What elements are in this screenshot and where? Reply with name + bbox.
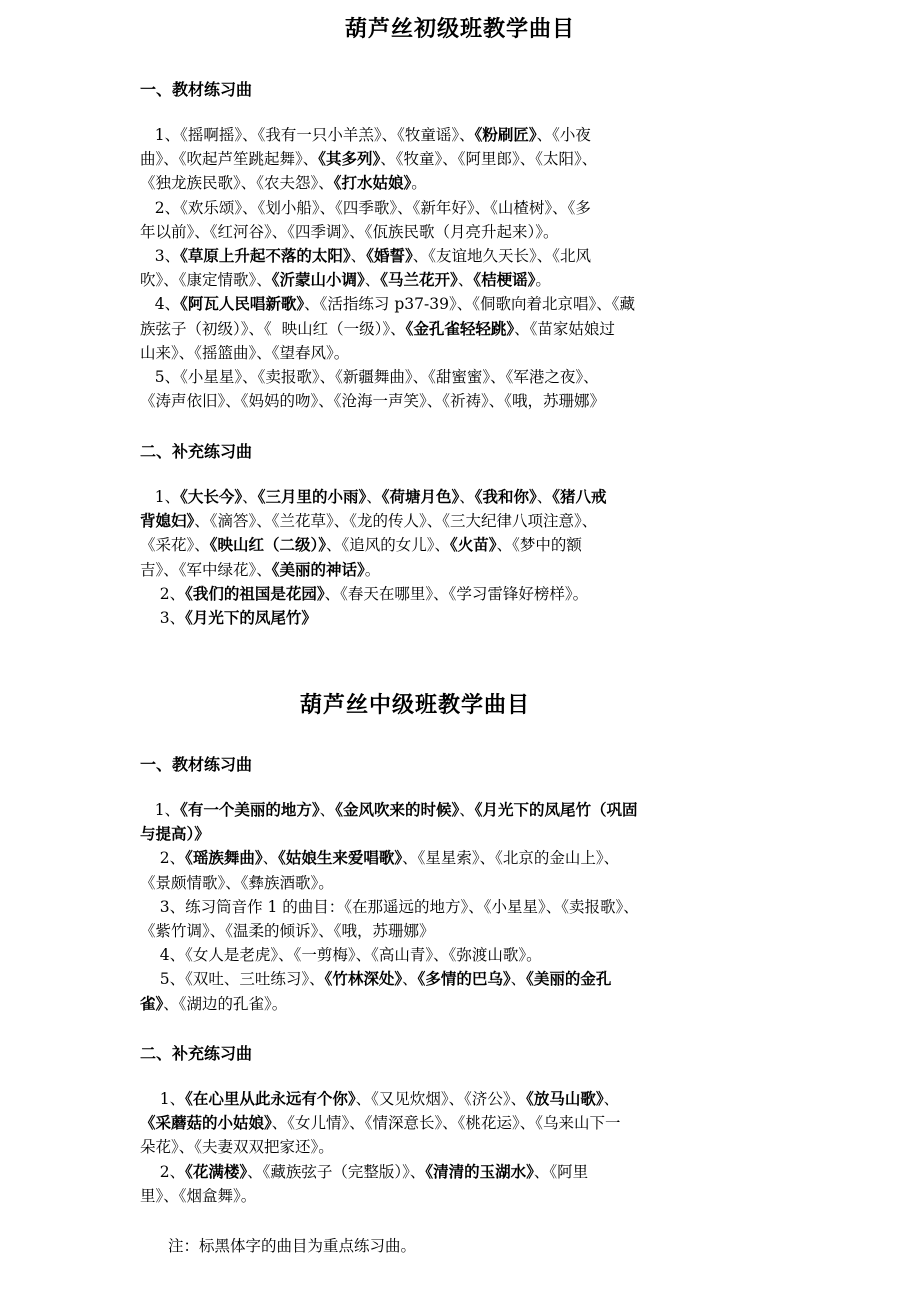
key-song-title: 《采蘑菇的小姑娘》: [140, 1114, 272, 1133]
text-line: [140, 558, 790, 582]
text-line: [140, 485, 790, 509]
key-song-title: 《金风吹来的时候》: [335, 801, 460, 819]
beginner-section2-list: [140, 485, 790, 630]
text-run: 3、: [140, 246, 181, 265]
key-song-title: 《我和你》: [474, 488, 537, 506]
key-song-title: 《火苗》: [450, 536, 497, 555]
text-run: 。: [411, 174, 427, 193]
text-line: [140, 147, 790, 171]
key-song-title: 《阿瓦人民唱新歌》: [180, 295, 305, 314]
text-line: [140, 582, 790, 606]
text-run: 5、《双吐、三吐练习》、: [140, 970, 325, 989]
text-run: 、《牧童》、《阿里郎》、《太阳》、: [380, 150, 598, 169]
text-run: 、: [457, 271, 474, 290]
text-run: 《采花》、: [140, 536, 210, 555]
intermediate-section2-list: [140, 1087, 790, 1208]
text-run: 《独龙族民歌》、《农夫怨》、: [140, 174, 334, 193]
key-song-title: 雀》: [140, 994, 164, 1013]
key-song-title: 《荷塘月色》: [381, 488, 460, 506]
intermediate-section1-list: [140, 798, 790, 1016]
text-line: [140, 268, 790, 292]
key-song-title: 《其多列》: [318, 150, 381, 169]
text-run: 、: [603, 1090, 620, 1108]
key-song-title: 《桔梗谣》: [473, 271, 536, 290]
text-run: 1、: [140, 1090, 186, 1108]
text-line: [140, 341, 790, 365]
text-line: [140, 895, 790, 919]
text-line: [140, 533, 790, 557]
text-line: [140, 317, 790, 341]
key-song-title: 《多情的巴乌》: [417, 970, 511, 989]
text-run: 2、: [140, 849, 186, 868]
text-run: 2、《欢乐颂》、《划小船》、《四季歌》、《新年好》、《山楂树》、《多: [140, 198, 591, 217]
key-song-title: 《粉刷匠》: [474, 126, 537, 144]
key-song-title: 《美丽的金孔: [526, 970, 612, 989]
text-run: 、: [366, 488, 382, 506]
text-run: 《景颇情歌》、《彝族酒歌》。: [140, 873, 334, 892]
intermediate-section1-heading: 一、教材练习曲: [140, 755, 253, 774]
key-song-title: 《月光下的凤尾竹（巩固: [474, 801, 638, 819]
key-song-title: 《竹林深处》: [324, 970, 403, 989]
key-song-title: 《大长今》: [180, 488, 243, 506]
text-run: 。: [364, 560, 381, 579]
text-line: [140, 171, 790, 195]
text-line: [140, 871, 790, 895]
text-run: 年以前》、《红河谷》、《四季调》、《佤族民歌（月亮升起来）》。: [140, 222, 559, 241]
key-song-title: 《映山红（二级）》: [209, 536, 327, 555]
text-run: 、《又见炊烟》、《济公》、: [355, 1090, 527, 1108]
text-line: [140, 220, 790, 244]
text-run: 1、《摇啊摇》、《我有一只小羊羔》、《牧童谣》、: [140, 126, 475, 144]
text-line: [140, 992, 790, 1016]
text-line: [140, 244, 790, 268]
text-run: 、《湖边的孔雀》。: [163, 994, 288, 1013]
text-line: [140, 1135, 790, 1159]
text-run: 、: [459, 488, 475, 506]
key-song-title: 《有一个美丽的地方》: [180, 801, 320, 819]
text-run: 、《梦中的额: [496, 536, 582, 555]
text-run: 、《友谊地久天长》、《北风: [412, 246, 591, 265]
text-run: 2、: [140, 1162, 186, 1181]
text-run: 朵花》、《夫妻双双把家还》。: [140, 1138, 334, 1157]
text-line: [140, 365, 790, 389]
text-run: 2、: [140, 584, 186, 603]
key-song-title: 《沂蒙山小调》: [271, 271, 365, 290]
text-run: 、《滴答》、《兰花草》、《龙的传人》、《三大纪律八项注意》、: [194, 512, 598, 531]
text-line: [140, 919, 790, 943]
text-run: 、《女儿情》、《情深意长》、《桃花运》、《乌来山下一: [271, 1114, 621, 1133]
key-song-title: 《三月里的小雨》: [257, 488, 367, 506]
key-song-title: 《月光下的凤尾竹》: [185, 608, 317, 627]
text-line: [140, 846, 790, 870]
text-line: [140, 1111, 790, 1135]
text-line: [140, 967, 790, 991]
beginner-title: 葫芦丝初级班教学曲目: [344, 17, 575, 42]
key-song-title: 《我们的祖国是花园》: [185, 584, 325, 603]
text-run: 。: [535, 271, 551, 290]
text-run: 曲》、《吹起芦笙跳起舞》、: [140, 150, 319, 169]
key-song-title: 《金孔雀轻轻跳》: [405, 319, 515, 338]
text-run: 、: [364, 271, 381, 290]
key-song-title: 《婚誓》: [366, 246, 413, 265]
text-run: 、: [402, 970, 418, 989]
text-run: 4、: [140, 295, 181, 314]
text-line: [140, 509, 790, 533]
text-run: 3、: [140, 608, 186, 627]
text-run: 1、: [140, 488, 181, 506]
text-line: [140, 606, 790, 630]
text-run: 、: [510, 970, 527, 989]
text-line: [140, 389, 790, 413]
text-run: 、: [459, 801, 475, 819]
beginner-section2-heading: 二、补充练习曲: [140, 442, 253, 461]
key-song-title: 与提高）》: [140, 825, 210, 844]
text-run: 族弦子（初级）》、《 映山红（一级）》、: [140, 319, 406, 338]
key-song-title: 《打水姑娘》: [333, 174, 412, 193]
text-line: [140, 292, 790, 316]
key-song-title: 《马兰花开》: [380, 271, 458, 290]
text-run: 、: [536, 488, 553, 506]
text-run: 《紫竹调》、《温柔的倾诉》、《哦，苏珊娜》: [140, 921, 435, 940]
text-run: 、: [350, 246, 367, 265]
key-song-title: 《美丽的神话》: [271, 560, 365, 579]
key-song-title: 《在心里从此永远有个你》: [185, 1090, 356, 1108]
text-run: 、《活指练习 p37-39》、《侗歌向着北京唱》、《藏: [304, 295, 635, 314]
key-song-title: 《清清的玉湖水》: [425, 1162, 534, 1181]
text-run: 山来》、《摇篮曲》、《望春风》。: [140, 343, 350, 362]
text-run: 、《阿里: [533, 1162, 589, 1181]
text-run: 、: [242, 488, 258, 506]
key-song-title: 《草原上升起不落的太阳》: [180, 246, 351, 265]
text-run: 、《藏族弦子（完整版）》、: [247, 1162, 426, 1181]
text-line: [140, 943, 790, 967]
beginner-section1-list: [140, 123, 790, 413]
key-song-title: 《姑娘生来爱唱歌》: [278, 849, 403, 868]
key-song-title: 《猪八戒: [552, 488, 607, 506]
text-line: [140, 822, 790, 846]
text-run: 、《小夜: [536, 126, 591, 144]
text-run: 5、《小星星》、《卖报歌》、《新疆舞曲》、《甜蜜蜜》、《军港之夜》、: [140, 367, 599, 386]
key-song-title: 背媳妇》: [140, 512, 195, 531]
key-song-title: 《放马山歌》: [526, 1090, 604, 1108]
text-line: [140, 123, 790, 147]
text-run: 、《苗家姑娘过: [514, 319, 615, 338]
text-run: 、《星星索》、《北京的金山上》、: [402, 849, 620, 868]
text-run: 1、: [140, 801, 181, 819]
text-run: 、《追风的女儿》、: [326, 536, 451, 555]
text-run: 、: [262, 849, 279, 868]
beginner-section1-heading: 一、教材练习曲: [140, 80, 253, 99]
text-line: [140, 1087, 790, 1111]
text-run: 、《春天在哪里》、《学习雷锋好榜样》。: [324, 584, 589, 603]
text-run: 4、《女人是老虎》、《一剪梅》、《高山青》、《弥渡山歌》。: [140, 946, 542, 965]
intermediate-title: 葫芦丝中级班教学曲目: [300, 693, 531, 718]
text-run: 3、练习筒音作 1 的曲目：《在那遥远的地方》、《小星星》、《卖报歌》、: [140, 897, 639, 916]
text-run: 《涛声依旧》、《妈妈的吻》、《沧海一声笑》、《祈祷》、《哦，苏珊娜》: [140, 392, 606, 411]
text-line: [140, 1160, 790, 1184]
key-song-title: 《瑶族舞曲》: [185, 849, 263, 868]
text-line: [140, 798, 790, 822]
footnote: 注：标黑体字的曲目为重点练习曲。: [168, 1237, 417, 1255]
intermediate-section2-heading: 二、补充练习曲: [140, 1044, 253, 1063]
text-run: 吹》、《康定情歌》、: [140, 271, 272, 290]
key-song-title: 《花满楼》: [185, 1162, 248, 1181]
text-run: 里》、《烟盒舞》。: [140, 1186, 257, 1205]
text-line: [140, 196, 790, 220]
text-run: 、: [319, 801, 336, 819]
text-line: [140, 1184, 790, 1208]
text-run: 吉》、《军中绿花》、: [140, 560, 272, 579]
